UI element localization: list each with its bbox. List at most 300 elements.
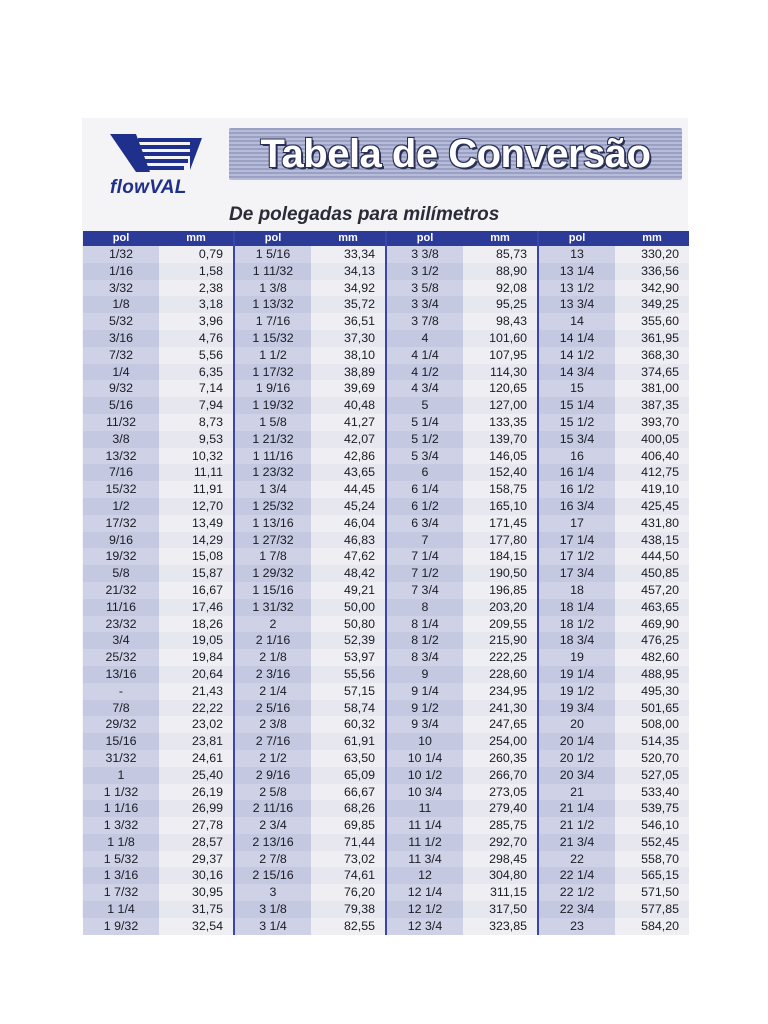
table-row [235,901,385,918]
mm-cell: 33,34 [311,246,385,263]
table-row [83,733,233,750]
table-row [235,464,385,481]
pol-cell: 6 [387,464,463,481]
pol-cell: 11 1/2 [387,834,463,851]
mm-cell: 222,25 [463,649,537,666]
mm-cell: 495,30 [615,683,689,700]
pol-cell: 12 1/2 [387,901,463,918]
table-row [539,851,689,868]
pol-cell: 13/32 [83,448,159,465]
pol-cell: 2 13/16 [235,834,311,851]
pol-cell: 1/4 [83,364,159,381]
pol-cell: 7 1/2 [387,565,463,582]
mm-cell: 19,84 [159,649,233,666]
mm-cell: 247,65 [463,716,537,733]
mm-cell: 29,37 [159,851,233,868]
mm-cell: 50,80 [311,616,385,633]
table-row [83,380,233,397]
mm-cell: 88,90 [463,263,537,280]
pol-cell: 18 1/4 [539,599,615,616]
table-row [539,683,689,700]
pol-cell: 9 [387,666,463,683]
mm-cell: 539,75 [615,800,689,817]
mm-cell: 571,50 [615,884,689,901]
pol-cell: 7 3/4 [387,582,463,599]
mm-cell: 552,45 [615,834,689,851]
table-row [387,582,537,599]
pol-cell: 1 3/16 [83,867,159,884]
mm-cell: 42,86 [311,448,385,465]
table-row [539,767,689,784]
mm-cell: 412,75 [615,464,689,481]
mm-cell: 190,50 [463,565,537,582]
pol-cell: 1 3/8 [235,280,311,297]
pol-cell: 19 [539,649,615,666]
table-row [539,296,689,313]
table-row [235,313,385,330]
mm-cell: 450,85 [615,565,689,582]
mm-cell: 177,80 [463,532,537,549]
table-row [235,683,385,700]
mm-cell: 254,00 [463,733,537,750]
pol-cell: 3/8 [83,431,159,448]
pol-cell: 1 11/16 [235,448,311,465]
mm-cell: 15,08 [159,548,233,565]
mm-cell: 336,56 [615,263,689,280]
mm-cell: 349,25 [615,296,689,313]
pol-cell: 12 1/4 [387,884,463,901]
table-row [83,296,233,313]
mm-cell: 85,73 [463,246,537,263]
table-row [387,632,537,649]
mm-cell: 49,21 [311,582,385,599]
table-row [83,431,233,448]
header-mm: mm [311,231,385,246]
mm-cell: 165,10 [463,498,537,515]
mm-cell: 60,32 [311,716,385,733]
mm-cell: 15,87 [159,565,233,582]
pol-cell: 13 3/4 [539,296,615,313]
pol-cell: 21 3/4 [539,834,615,851]
pol-cell: 5/32 [83,313,159,330]
pol-cell: 21 [539,784,615,801]
mm-cell: 61,91 [311,733,385,750]
table-row [83,448,233,465]
mm-cell: 527,05 [615,767,689,784]
table-row [539,464,689,481]
table-row [235,246,385,263]
mm-cell: 28,57 [159,834,233,851]
mm-cell: 488,95 [615,666,689,683]
table-header-row [387,231,537,246]
table-row [83,683,233,700]
table-row [539,632,689,649]
pol-cell: 6 1/4 [387,481,463,498]
table-row [235,280,385,297]
mm-cell: 311,15 [463,884,537,901]
mm-cell: 444,50 [615,548,689,565]
mm-cell: 482,60 [615,649,689,666]
mm-cell: 39,69 [311,380,385,397]
table-row [235,716,385,733]
table-row [83,532,233,549]
table-row [539,716,689,733]
mm-cell: 35,72 [311,296,385,313]
mm-cell: 406,40 [615,448,689,465]
pol-cell: 15/16 [83,733,159,750]
pol-cell: 8 3/4 [387,649,463,666]
pol-cell: 4 1/2 [387,364,463,381]
table-row [83,565,233,582]
mm-cell: 0,79 [159,246,233,263]
pol-cell: 3 [235,884,311,901]
mm-cell: 18,26 [159,616,233,633]
pol-cell: 14 1/4 [539,330,615,347]
pol-cell: 8 1/2 [387,632,463,649]
pol-cell: 1 9/16 [235,380,311,397]
table-row [235,481,385,498]
table-row [539,397,689,414]
pol-cell: 10 3/4 [387,784,463,801]
table-row [539,380,689,397]
mm-cell: 463,65 [615,599,689,616]
table-row [235,565,385,582]
table-row [235,750,385,767]
mm-cell: 209,55 [463,616,537,633]
pol-cell: 15 1/4 [539,397,615,414]
header-pol: pol [387,231,463,246]
table-row [387,515,537,532]
table-row [83,867,233,884]
pol-cell: 14 1/2 [539,347,615,364]
mm-cell: 23,02 [159,716,233,733]
table-row [539,800,689,817]
pol-cell: 1 9/32 [83,918,159,935]
table-row [387,397,537,414]
table-row [83,632,233,649]
mm-cell: 82,55 [311,918,385,935]
header-pol: pol [235,231,311,246]
mm-cell: 26,99 [159,800,233,817]
table-row [235,515,385,532]
table-row [83,347,233,364]
pol-cell: 16 1/2 [539,481,615,498]
mm-cell: 285,75 [463,817,537,834]
pol-cell: 1 5/32 [83,851,159,868]
table-row [539,481,689,498]
mm-cell: 577,85 [615,901,689,918]
pol-cell: 6 3/4 [387,515,463,532]
pol-cell: 3/32 [83,280,159,297]
table-row [83,649,233,666]
table-row [83,582,233,599]
pol-cell: 2 7/16 [235,733,311,750]
pol-cell: 3 3/4 [387,296,463,313]
table-row [539,498,689,515]
table-row [387,666,537,683]
mm-cell: 514,35 [615,733,689,750]
table-row [387,750,537,767]
mm-cell: 66,67 [311,784,385,801]
pol-cell: 22 3/4 [539,901,615,918]
table-row [235,666,385,683]
table-row [235,397,385,414]
mm-cell: 25,40 [159,767,233,784]
table-row [235,700,385,717]
pol-cell: 17 1/2 [539,548,615,565]
pol-cell: 9/16 [83,532,159,549]
pol-cell: 3 5/8 [387,280,463,297]
mm-cell: 58,74 [311,700,385,717]
mm-cell: 74,61 [311,867,385,884]
table-column-group [83,231,235,935]
mm-cell: 387,35 [615,397,689,414]
pol-cell: 20 1/2 [539,750,615,767]
mm-cell: 69,85 [311,817,385,834]
pol-cell: 10 [387,733,463,750]
pol-cell: 1 7/16 [235,313,311,330]
table-row [83,918,233,935]
table-row [539,750,689,767]
pol-cell: 17 1/4 [539,532,615,549]
table-row [387,548,537,565]
table-row [539,347,689,364]
table-row [387,800,537,817]
table-row [387,380,537,397]
table-row [387,347,537,364]
table-row [539,817,689,834]
table-row [387,649,537,666]
header-mm: mm [615,231,689,246]
pol-cell: 2 [235,616,311,633]
table-row [387,784,537,801]
mm-cell: 425,45 [615,498,689,515]
table-row [539,448,689,465]
table-row [387,246,537,263]
pol-cell: 21 1/4 [539,800,615,817]
table-row [235,599,385,616]
mm-cell: 44,45 [311,481,385,498]
mm-cell: 22,22 [159,700,233,717]
mm-cell: 73,02 [311,851,385,868]
pol-cell: 31/32 [83,750,159,767]
pol-cell: 5 3/4 [387,448,463,465]
table-row [83,263,233,280]
table-row [387,263,537,280]
pol-cell: 2 3/4 [235,817,311,834]
table-row [539,431,689,448]
pol-cell: 1 25/32 [235,498,311,515]
mm-cell: 43,65 [311,464,385,481]
table-row [539,263,689,280]
mm-cell: 20,64 [159,666,233,683]
brand-name: flowVAL [110,177,187,198]
pol-cell: 2 5/8 [235,784,311,801]
mm-cell: 98,43 [463,313,537,330]
pol-cell: 2 7/8 [235,851,311,868]
table-row [83,515,233,532]
pol-cell: 25/32 [83,649,159,666]
mm-cell: 57,15 [311,683,385,700]
pol-cell: 1 13/16 [235,515,311,532]
pol-cell: 6 1/2 [387,498,463,515]
page-subtitle: De polegadas para milímetros [229,204,500,225]
pol-cell: 1/32 [83,246,159,263]
table-row [235,733,385,750]
table-row [539,616,689,633]
table-row [235,414,385,431]
table-row [235,834,385,851]
pol-cell: 15 3/4 [539,431,615,448]
mm-cell: 46,04 [311,515,385,532]
pol-cell: 4 1/4 [387,347,463,364]
mm-cell: 546,10 [615,817,689,834]
table-row [539,515,689,532]
table-row [235,263,385,280]
table-row [387,683,537,700]
mm-cell: 95,25 [463,296,537,313]
pol-cell: 16 1/4 [539,464,615,481]
mm-cell: 558,70 [615,851,689,868]
mm-cell: 368,30 [615,347,689,364]
header-pol: pol [539,231,615,246]
table-row [539,901,689,918]
table-row [387,498,537,515]
mm-cell: 76,20 [311,884,385,901]
pol-cell: 3 1/4 [235,918,311,935]
table-row [235,867,385,884]
pol-cell: 11 1/4 [387,817,463,834]
mm-cell: 12,70 [159,498,233,515]
pol-cell: 2 1/2 [235,750,311,767]
table-row [83,716,233,733]
mm-cell: 393,70 [615,414,689,431]
mm-cell: 501,65 [615,700,689,717]
table-row [387,767,537,784]
mm-cell: 565,15 [615,867,689,884]
mm-cell: 4,76 [159,330,233,347]
pol-cell: 7/32 [83,347,159,364]
table-row [235,364,385,381]
pol-cell: 5/8 [83,565,159,582]
pol-cell: 9/32 [83,380,159,397]
header-mm: mm [159,231,233,246]
pol-cell: 3 7/8 [387,313,463,330]
table-row [539,733,689,750]
mm-cell: 260,35 [463,750,537,767]
pol-cell: 1 1/8 [83,834,159,851]
mm-cell: 133,35 [463,414,537,431]
table-row [387,464,537,481]
pol-cell: 2 5/16 [235,700,311,717]
mm-cell: 52,39 [311,632,385,649]
mm-cell: 7,94 [159,397,233,414]
pol-cell: 1 21/32 [235,431,311,448]
pol-cell: 4 3/4 [387,380,463,397]
pol-cell: 22 [539,851,615,868]
table-row [83,280,233,297]
mm-cell: 13,49 [159,515,233,532]
table-row [83,414,233,431]
pol-cell: 4 [387,330,463,347]
table-row [387,313,537,330]
pol-cell: 1 23/32 [235,464,311,481]
pol-cell: 7/8 [83,700,159,717]
pol-cell: 5/16 [83,397,159,414]
table-row [83,784,233,801]
mm-cell: 45,24 [311,498,385,515]
mm-cell: 400,05 [615,431,689,448]
table-row [387,616,537,633]
mm-cell: 5,56 [159,347,233,364]
mm-cell: 127,00 [463,397,537,414]
pol-cell: 19 3/4 [539,700,615,717]
mm-cell: 19,05 [159,632,233,649]
table-row [539,784,689,801]
mm-cell: 203,20 [463,599,537,616]
pol-cell: 1 13/32 [235,296,311,313]
table-row [235,800,385,817]
mm-cell: 342,90 [615,280,689,297]
mm-cell: 330,20 [615,246,689,263]
mm-cell: 158,75 [463,481,537,498]
mm-cell: 55,56 [311,666,385,683]
mm-cell: 508,00 [615,716,689,733]
pol-cell: 12 3/4 [387,918,463,935]
table-row [387,716,537,733]
mm-cell: 48,42 [311,565,385,582]
pol-cell: 13/16 [83,666,159,683]
mm-cell: 438,15 [615,532,689,549]
pol-cell: 13 [539,246,615,263]
table-row [83,481,233,498]
header-pol: pol [83,231,159,246]
mm-cell: 38,10 [311,347,385,364]
pol-cell: 5 1/2 [387,431,463,448]
mm-cell: 298,45 [463,851,537,868]
mm-cell: 8,73 [159,414,233,431]
pol-cell: 3 3/8 [387,246,463,263]
table-row [235,851,385,868]
mm-cell: 419,10 [615,481,689,498]
table-row [539,884,689,901]
table-row [387,733,537,750]
table-row [235,532,385,549]
pol-cell: 11/16 [83,599,159,616]
table-row [235,918,385,935]
mm-cell: 374,65 [615,364,689,381]
mm-cell: 11,91 [159,481,233,498]
table-row [387,448,537,465]
table-row [83,498,233,515]
pol-cell: 9 3/4 [387,716,463,733]
table-row [539,532,689,549]
pol-cell: 2 11/16 [235,800,311,817]
pol-cell: 13 1/4 [539,263,615,280]
mm-cell: 196,85 [463,582,537,599]
pol-cell: 5 [387,397,463,414]
pol-cell: 3/4 [83,632,159,649]
mm-cell: 7,14 [159,380,233,397]
mm-cell: 139,70 [463,431,537,448]
table-row [83,397,233,414]
mm-cell: 6,35 [159,364,233,381]
mm-cell: 14,29 [159,532,233,549]
pol-cell: 15 [539,380,615,397]
table-row [83,901,233,918]
table-row [83,330,233,347]
table-row [539,834,689,851]
